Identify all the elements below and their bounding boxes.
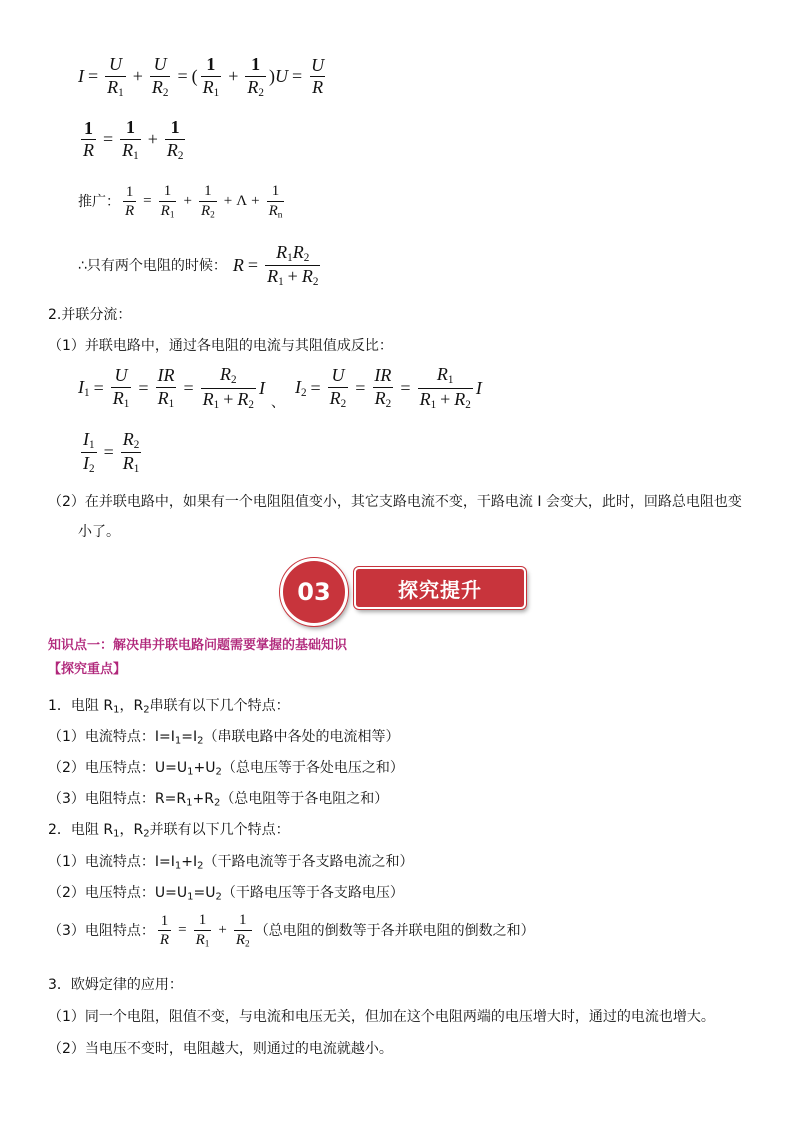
- g-plus3: +: [251, 193, 260, 210]
- generalize-label: 推广：: [78, 193, 120, 210]
- f1-i: I: [78, 66, 84, 87]
- g-eq: =: [143, 193, 152, 210]
- f1-frac-u-r: $\frac{U}{R}$: [311, 54, 325, 98]
- parallel-voltage: （2）电压特点：$U=U_1=U_2$（干路电压等于各支路电压）: [48, 885, 404, 903]
- g-frac-1-r2: $\frac{1}{R_2}$: [200, 183, 215, 220]
- f1-frac-u-r1: $\frac{U}{R_1}$: [107, 54, 124, 99]
- knowledge-heading: 知识点一：解决串并联电路问题需要掌握的基础知识: [48, 638, 348, 653]
- ohm-title: 3．欧姆定律的应用：: [48, 977, 183, 993]
- f1-plus2: +: [228, 66, 239, 87]
- tr-frac: $\frac{R_1R_2}{R_1 + R_2}$: [267, 242, 319, 288]
- formula-current-ratio: $\frac{I_1}{I_2}$ = $\frac{R_2}{R_1}$: [83, 429, 140, 475]
- f1-frac-1-r1: $\frac{1}{R_1}$: [202, 54, 220, 99]
- ohm-item1: （1）同一个电阻，阻值不变，与电流和电压无关，但加在这个电阻两端的电压增大时，通过的电流也增大。: [48, 1009, 715, 1025]
- g-plus2: +: [223, 193, 233, 210]
- section2-item2-line2: 小了。: [78, 524, 120, 540]
- f2-eq: =: [103, 129, 114, 150]
- f5-frac-r2-sum: $\frac{R_2}{R_1 + R_2}$: [202, 364, 254, 411]
- f5-frac-ir-r2: $\frac{IR}{R_2}$: [374, 365, 392, 410]
- f5-separator: 、: [270, 396, 285, 411]
- formula-generalization: [78, 183, 287, 220]
- g-frac-1-r1: $\frac{1}{R_1}$: [160, 183, 175, 220]
- series-title: 1．电阻 $R_1$，$R_2$串联有以下几个特点：: [48, 698, 290, 716]
- f1-lparen: (: [191, 66, 198, 87]
- g-frac-1-r: $\frac{1}{R}$: [125, 183, 135, 220]
- f1-frac-1-r2: $\frac{1}{R_2}$: [247, 54, 264, 99]
- formula-reciprocal-resistance: [78, 118, 188, 162]
- parallel-resistance: （3）电阻特点： $\frac{1}{R}$ = $\frac{1}{R_1}$ + $\frac{1}{R_2}$ （总电阻的倒数等于各并联电阻的倒数之和）: [48, 912, 535, 949]
- section2-title: 2.并联分流：: [48, 307, 132, 323]
- formula-current-divider: $I_1$ = $\frac{U}{R_1}$ = $\frac{IR}{R_1}$ = $\frac{R_2}{R_1 + R_2}$ I 、 $I_2$ = $\frac{U}{R_2}$ = $\frac{IR}{R_2}$ = $\frac{R_1}{R_1 + R_2}$ I: [78, 364, 482, 411]
- f5-frac-r1-sum: $\frac{R_1}{R_1 + R_2}$: [419, 364, 471, 411]
- g-plus1: +: [183, 193, 192, 210]
- f6-frac-i1-i2: $\frac{I_1}{I_2}$: [83, 429, 95, 475]
- series-voltage: （2）电压特点：$U=U_1+U_2$（总电压等于各处电压之和）: [48, 760, 404, 778]
- pr-frac-1-r2: $\frac{1}{R_2}$: [235, 912, 250, 949]
- g-etc: Λ: [236, 193, 248, 210]
- f6-frac-r2-r1: $\frac{R_2}{R_1}$: [122, 429, 140, 475]
- formula-two-resistors: [78, 243, 323, 288]
- tr-r: R: [232, 255, 244, 276]
- f1-rparen: ): [268, 66, 275, 87]
- pr-frac-1-r1: $\frac{1}{R_1}$: [195, 912, 210, 949]
- focus-label: 【探究重点】: [48, 662, 127, 677]
- parallel-title: 2．电阻 $R_1$，$R_2$并联有以下几个特点：: [48, 822, 290, 840]
- f5-frac-ir-r1: $\frac{IR}{R_1}$: [157, 365, 175, 410]
- f2-frac-1-r1: $\frac{1}{R_1}$: [122, 117, 139, 162]
- series-current: （1）电流特点：$I=I_1=I_2$（串联电路中各处的电流相等）: [48, 729, 400, 747]
- f1-eq: =: [88, 66, 99, 87]
- tr-eq: =: [247, 255, 259, 276]
- banner-title: 探究提升: [398, 577, 482, 602]
- series-resistance: （3）电阻特点：$R=R_1+R_2$（总电阻等于各电阻之和）: [48, 791, 389, 809]
- f5-frac-u-r2: $\frac{U}{R_2}$: [329, 365, 347, 410]
- formula-parallel-current: [78, 55, 329, 99]
- section2-item1: （1）并联电路中，通过各电阻的电流与其阻值成反比：: [48, 338, 393, 354]
- ohm-item2: （2）当电压不变时，电阻越大，则通过的电流就越小。: [48, 1041, 393, 1057]
- banner-number: 03: [297, 578, 331, 606]
- banner-title-box: [354, 567, 526, 609]
- g-frac-1-rn: $\frac{1}{R_n}$: [268, 183, 283, 220]
- f2-frac-1-r2: $\frac{1}{R_2}$: [166, 117, 184, 162]
- parallel-current: （1）电流特点：$I=I_1+I_2$（干路电流等于各支路电流之和）: [48, 854, 414, 872]
- f1-frac-u-r2: $\frac{U}{R_2}$: [151, 54, 169, 99]
- f1-plus: +: [132, 66, 143, 87]
- pr-frac-1-r: $\frac{1}{R}$: [159, 912, 170, 949]
- f5-frac-u-r1: $\frac{U}{R_1}$: [112, 365, 130, 410]
- two-resistors-label: ∴只有两个电阻的时候：: [78, 257, 227, 274]
- f2-plus: +: [147, 129, 158, 150]
- f1-u: U: [274, 66, 288, 87]
- f1-eq3: =: [291, 66, 303, 87]
- f2-frac-1-r: $\frac{1}{R}$: [83, 117, 94, 161]
- f1-eq2: =: [177, 66, 188, 87]
- banner-number-badge: [280, 558, 348, 626]
- section2-item2-line1: （2）在并联电路中，如果有一个电阻阻值变小，其它支路电流不变，干路电流 I 会变大，此时，回路总电阻也变: [48, 494, 742, 510]
